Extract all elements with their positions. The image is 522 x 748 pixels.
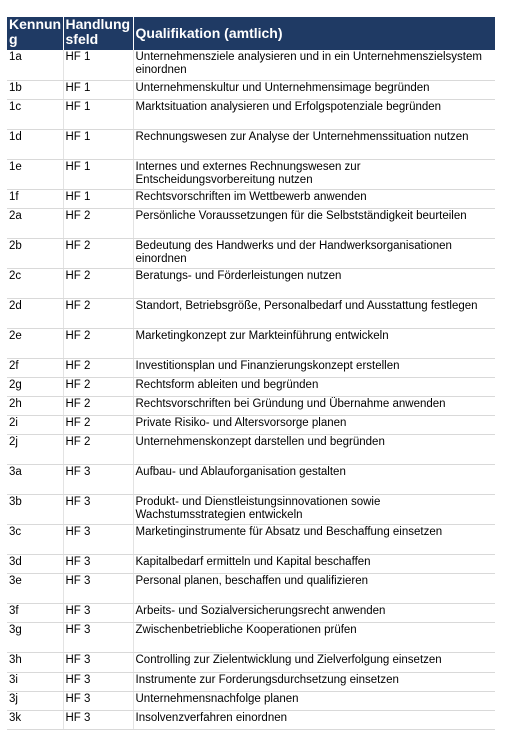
table-row <box>7 328 495 358</box>
cell-kennung: 3j <box>7 691 63 710</box>
cell-qualifikation: Rechtsvorschriften im Wettbewerb anwenden <box>133 189 495 208</box>
cell-qualifikation: Marktsituation analysieren und Erfolgspotenziale begründen <box>133 99 495 129</box>
table-row <box>7 434 495 464</box>
cell-qualifikation: Unternehmenskonzept darstellen und begründen <box>133 434 495 464</box>
cell-kennung: 2a <box>7 208 63 238</box>
cell-kennung: 1f <box>7 189 63 208</box>
cell-handlungsfeld: HF 3 <box>63 494 133 524</box>
cell-handlungsfeld: HF 3 <box>63 464 133 494</box>
cell-kennung: 1c <box>7 99 63 129</box>
cell-handlungsfeld: HF 3 <box>63 622 133 652</box>
cell-handlungsfeld: HF 2 <box>63 396 133 415</box>
table-row <box>7 691 495 710</box>
table-header-row <box>7 17 495 50</box>
cell-kennung: 2h <box>7 396 63 415</box>
cell-qualifikation: Bedeutung des Handwerks und der Handwerksorganisationen einordnen <box>133 238 495 268</box>
header-kennung[interactable]: Kennung <box>7 17 63 50</box>
table-row <box>7 603 495 622</box>
qualifications-sheet <box>7 17 495 730</box>
cell-qualifikation: Rechtsform ableiten und begründen <box>133 377 495 396</box>
cell-qualifikation: Investitionsplan und Finanzierungskonzept erstellen <box>133 358 495 377</box>
cell-kennung: 2d <box>7 298 63 328</box>
table-row <box>7 80 495 99</box>
table-row <box>7 50 495 80</box>
cell-handlungsfeld: HF 2 <box>63 434 133 464</box>
cell-kennung: 1b <box>7 80 63 99</box>
cell-kennung: 2b <box>7 238 63 268</box>
cell-handlungsfeld: HF 2 <box>63 238 133 268</box>
cell-kennung: 1a <box>7 50 63 80</box>
table-row <box>7 208 495 238</box>
table-body <box>7 50 495 729</box>
table-row <box>7 129 495 159</box>
cell-handlungsfeld: HF 3 <box>63 691 133 710</box>
cell-kennung: 3g <box>7 622 63 652</box>
cell-qualifikation: Rechnungswesen zur Analyse der Unternehmenssituation nutzen <box>133 129 495 159</box>
cell-qualifikation: Rechtsvorschriften bei Gründung und Übernahme anwenden <box>133 396 495 415</box>
cell-kennung: 3i <box>7 672 63 691</box>
cell-qualifikation: Kapitalbedarf ermitteln und Kapital beschaffen <box>133 554 495 573</box>
qualifications-table <box>7 17 495 730</box>
table-row <box>7 524 495 554</box>
cell-qualifikation: Marketinginstrumente für Absatz und Beschaffung einsetzen <box>133 524 495 554</box>
cell-qualifikation: Persönliche Voraussetzungen für die Selbstständigkeit beurteilen <box>133 208 495 238</box>
cell-kennung: 1e <box>7 159 63 189</box>
cell-kennung: 3e <box>7 573 63 603</box>
cell-handlungsfeld: HF 3 <box>63 573 133 603</box>
cell-qualifikation: Private Risiko- und Altersvorsorge planen <box>133 415 495 434</box>
table-row <box>7 268 495 298</box>
cell-handlungsfeld: HF 2 <box>63 208 133 238</box>
cell-qualifikation: Unternehmenskultur und Unternehmensimage begründen <box>133 80 495 99</box>
cell-qualifikation: Personal planen, beschaffen und qualifizieren <box>133 573 495 603</box>
table-row <box>7 494 495 524</box>
cell-qualifikation: Unternehmensnachfolge planen <box>133 691 495 710</box>
cell-handlungsfeld: HF 1 <box>63 80 133 99</box>
cell-kennung: 3f <box>7 603 63 622</box>
cell-handlungsfeld: HF 3 <box>63 524 133 554</box>
cell-handlungsfeld: HF 1 <box>63 99 133 129</box>
table-row <box>7 159 495 189</box>
cell-handlungsfeld: HF 3 <box>63 554 133 573</box>
table-row <box>7 554 495 573</box>
cell-handlungsfeld: HF 2 <box>63 268 133 298</box>
table-row <box>7 298 495 328</box>
cell-handlungsfeld: HF 1 <box>63 159 133 189</box>
table-row <box>7 377 495 396</box>
cell-kennung: 3b <box>7 494 63 524</box>
cell-handlungsfeld: HF 3 <box>63 710 133 729</box>
table-row <box>7 652 495 672</box>
table-row <box>7 672 495 691</box>
cell-qualifikation: Insolvenzverfahren einordnen <box>133 710 495 729</box>
table-row <box>7 396 495 415</box>
cell-handlungsfeld: HF 3 <box>63 652 133 672</box>
cell-qualifikation: Internes und externes Rechnungswesen zur Entscheidungsvorbereitung nutzen <box>133 159 495 189</box>
cell-qualifikation: Zwischenbetriebliche Kooperationen prüfen <box>133 622 495 652</box>
cell-kennung: 2c <box>7 268 63 298</box>
table-row <box>7 573 495 603</box>
cell-kennung: 2j <box>7 434 63 464</box>
cell-qualifikation: Controlling zur Zielentwicklung und Zielverfolgung einsetzen <box>133 652 495 672</box>
cell-kennung: 2g <box>7 377 63 396</box>
cell-handlungsfeld: HF 1 <box>63 189 133 208</box>
cell-kennung: 3a <box>7 464 63 494</box>
cell-handlungsfeld: HF 1 <box>63 50 133 80</box>
header-qualifikation[interactable]: Qualifikation (amtlich) <box>133 17 495 50</box>
cell-kennung: 2i <box>7 415 63 434</box>
cell-handlungsfeld: HF 1 <box>63 129 133 159</box>
cell-handlungsfeld: HF 2 <box>63 415 133 434</box>
cell-qualifikation: Unternehmensziele analysieren und in ein Unternehmenszielsystem einordnen <box>133 50 495 80</box>
cell-handlungsfeld: HF 2 <box>63 298 133 328</box>
cell-qualifikation: Aufbau- und Ablauforganisation gestalten <box>133 464 495 494</box>
cell-handlungsfeld: HF 2 <box>63 328 133 358</box>
table-row <box>7 415 495 434</box>
table-row <box>7 710 495 729</box>
cell-kennung: 1d <box>7 129 63 159</box>
table-row <box>7 622 495 652</box>
cell-kennung: 3k <box>7 710 63 729</box>
table-row <box>7 238 495 268</box>
cell-kennung: 3d <box>7 554 63 573</box>
cell-qualifikation: Arbeits- und Sozialversicherungsrecht anwenden <box>133 603 495 622</box>
cell-kennung: 3c <box>7 524 63 554</box>
cell-qualifikation: Produkt- und Dienstleistungsinnovationen sowie Wachstumsstrategien entwickeln <box>133 494 495 524</box>
table-row <box>7 99 495 129</box>
cell-handlungsfeld: HF 3 <box>63 603 133 622</box>
header-handlungsfeld[interactable]: Handlungsfeld <box>63 17 133 50</box>
cell-qualifikation: Instrumente zur Forderungsdurchsetzung einsetzen <box>133 672 495 691</box>
table-row <box>7 464 495 494</box>
cell-handlungsfeld: HF 3 <box>63 672 133 691</box>
cell-qualifikation: Marketingkonzept zur Markteinführung entwickeln <box>133 328 495 358</box>
cell-kennung: 2f <box>7 358 63 377</box>
cell-kennung: 3h <box>7 652 63 672</box>
cell-qualifikation: Beratungs- und Förderleistungen nutzen <box>133 268 495 298</box>
cell-qualifikation: Standort, Betriebsgröße, Personalbedarf und Ausstattung festlegen <box>133 298 495 328</box>
table-row <box>7 358 495 377</box>
cell-kennung: 2e <box>7 328 63 358</box>
cell-handlungsfeld: HF 2 <box>63 377 133 396</box>
table-row <box>7 189 495 208</box>
cell-handlungsfeld: HF 2 <box>63 358 133 377</box>
